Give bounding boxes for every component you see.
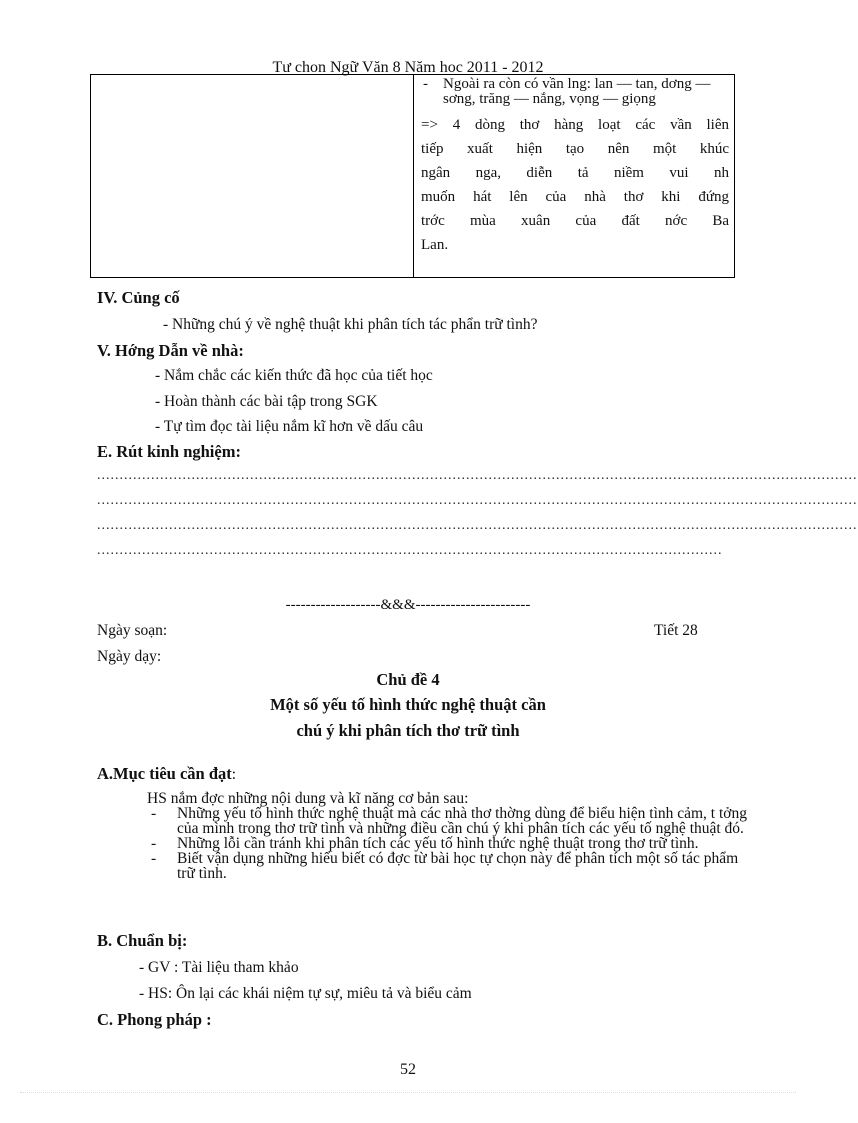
- table-dash-text: Ngoài ra còn có vần lng: lan — tan, dơng — sơng, trăng — nắng, vọng — giọng: [443, 76, 711, 107]
- section-c-title: C. Phong pháp :: [97, 1010, 212, 1029]
- table-dash-item: [421, 77, 729, 107]
- lesson-number: Tiết 28: [654, 622, 698, 639]
- conclusion-line: => 4 dòng thơ hàng loạt các vần liên: [421, 117, 729, 133]
- conclusion-line: muốn hát lên của nhà thơ khi đứng: [421, 189, 729, 205]
- section-v-item: - Tự tìm đọc tài liệu nắm kĩ hơn về dấu câu: [155, 418, 424, 435]
- ngay-soan-label: Ngày soạn:: [97, 622, 168, 639]
- section-v-title: V. Hớng Dẫn về nhà:: [97, 341, 244, 360]
- list-item: [147, 851, 759, 881]
- topic-line-1: Một số yếu tố hình thức nghệ thuật cần: [270, 695, 546, 714]
- section-v-item: - Hoàn thành các bài tập trong SGK: [155, 393, 378, 410]
- table-divider: [413, 75, 414, 277]
- section-a-colon: :: [231, 766, 237, 783]
- section-iv-item: - Những chú ý về nghệ thuật khi phân tích tác phẩn trữ tình?: [163, 316, 538, 333]
- list-item: [147, 836, 759, 851]
- objective-text: Những yếu tố hình thức nghệ thuật mà các nhà thơ thờng dùng để biểu hiện tình cảm, t tởng của mình trong thơ trữ tình và những điều cần chú ý khi phân tích các yếu tố nghệ thuật đó.: [177, 805, 747, 837]
- objective-text: Biết vận dụng những hiểu biết có đợc từ bài học tự chọn này để phân tích một số tác phẩm trữ tình.: [177, 850, 739, 882]
- section-iv-title: IV. Củng cố: [97, 288, 180, 307]
- dash-bullet: -: [423, 76, 428, 92]
- footer-rule: [20, 1092, 796, 1093]
- section-a-intro: HS nắm đợc những nội dung và kĩ năng cơ bản sau:: [147, 790, 469, 807]
- dash-bullet: -: [151, 835, 157, 852]
- section-b-title: B. Chuẩn bị:: [97, 931, 188, 950]
- section-a-list: [147, 806, 759, 881]
- dotted-line: .........................................................................................................................................................................: [97, 493, 858, 508]
- objective-text: Những lỗi cần tránh khi phân tích các yếu tố hình thức nghệ thuật trong thơ trữ tình.: [177, 835, 699, 852]
- section-v-item: - Nắm chắc các kiến thức đã học của tiết học: [155, 367, 433, 384]
- ngay-day-label: Ngày dạy:: [97, 648, 162, 665]
- dotted-line: .........................................................................................................................................................................: [97, 518, 858, 533]
- lesson-table: [90, 74, 735, 278]
- list-item: [147, 806, 759, 836]
- topic-title: Chủ đề 4: [376, 670, 440, 689]
- running-header: Tư chon Ngữ Văn 8 Năm hoc 2011 - 2012: [272, 59, 544, 76]
- section-separator: -------------------&&&-----------------------: [285, 597, 531, 613]
- dash-bullet: -: [151, 805, 157, 822]
- dotted-line: .........................................................................................................................................................................: [97, 468, 858, 483]
- conclusion-line: trớc mùa xuân của đất nớc Ba: [421, 213, 729, 229]
- section-a-heading: [97, 764, 236, 785]
- dotted-line: ...........................................................................................................................................: [97, 543, 723, 558]
- topic-line-2: chú ý khi phân tích thơ trữ tình: [296, 721, 520, 740]
- section-a-title: A.Mục tiêu cần đạt: [97, 764, 232, 783]
- section-b-item: - HS: Ôn lại các khái niệm tự sự, miêu tả và biểu cảm: [139, 985, 472, 1002]
- dash-bullet: -: [151, 850, 157, 867]
- page-number: 52: [400, 1061, 416, 1078]
- section-e-title: E. Rút kinh nghiệm:: [97, 442, 241, 461]
- conclusion-line: ngân nga, diễn tả niềm vui nh: [421, 165, 729, 181]
- section-b-item: - GV : Tài liệu tham khảo: [139, 959, 299, 976]
- conclusion-line: Lan.: [421, 237, 449, 253]
- conclusion-line: tiếp xuất hiện tạo nên một khúc: [421, 141, 729, 157]
- table-right-cell: [421, 77, 729, 257]
